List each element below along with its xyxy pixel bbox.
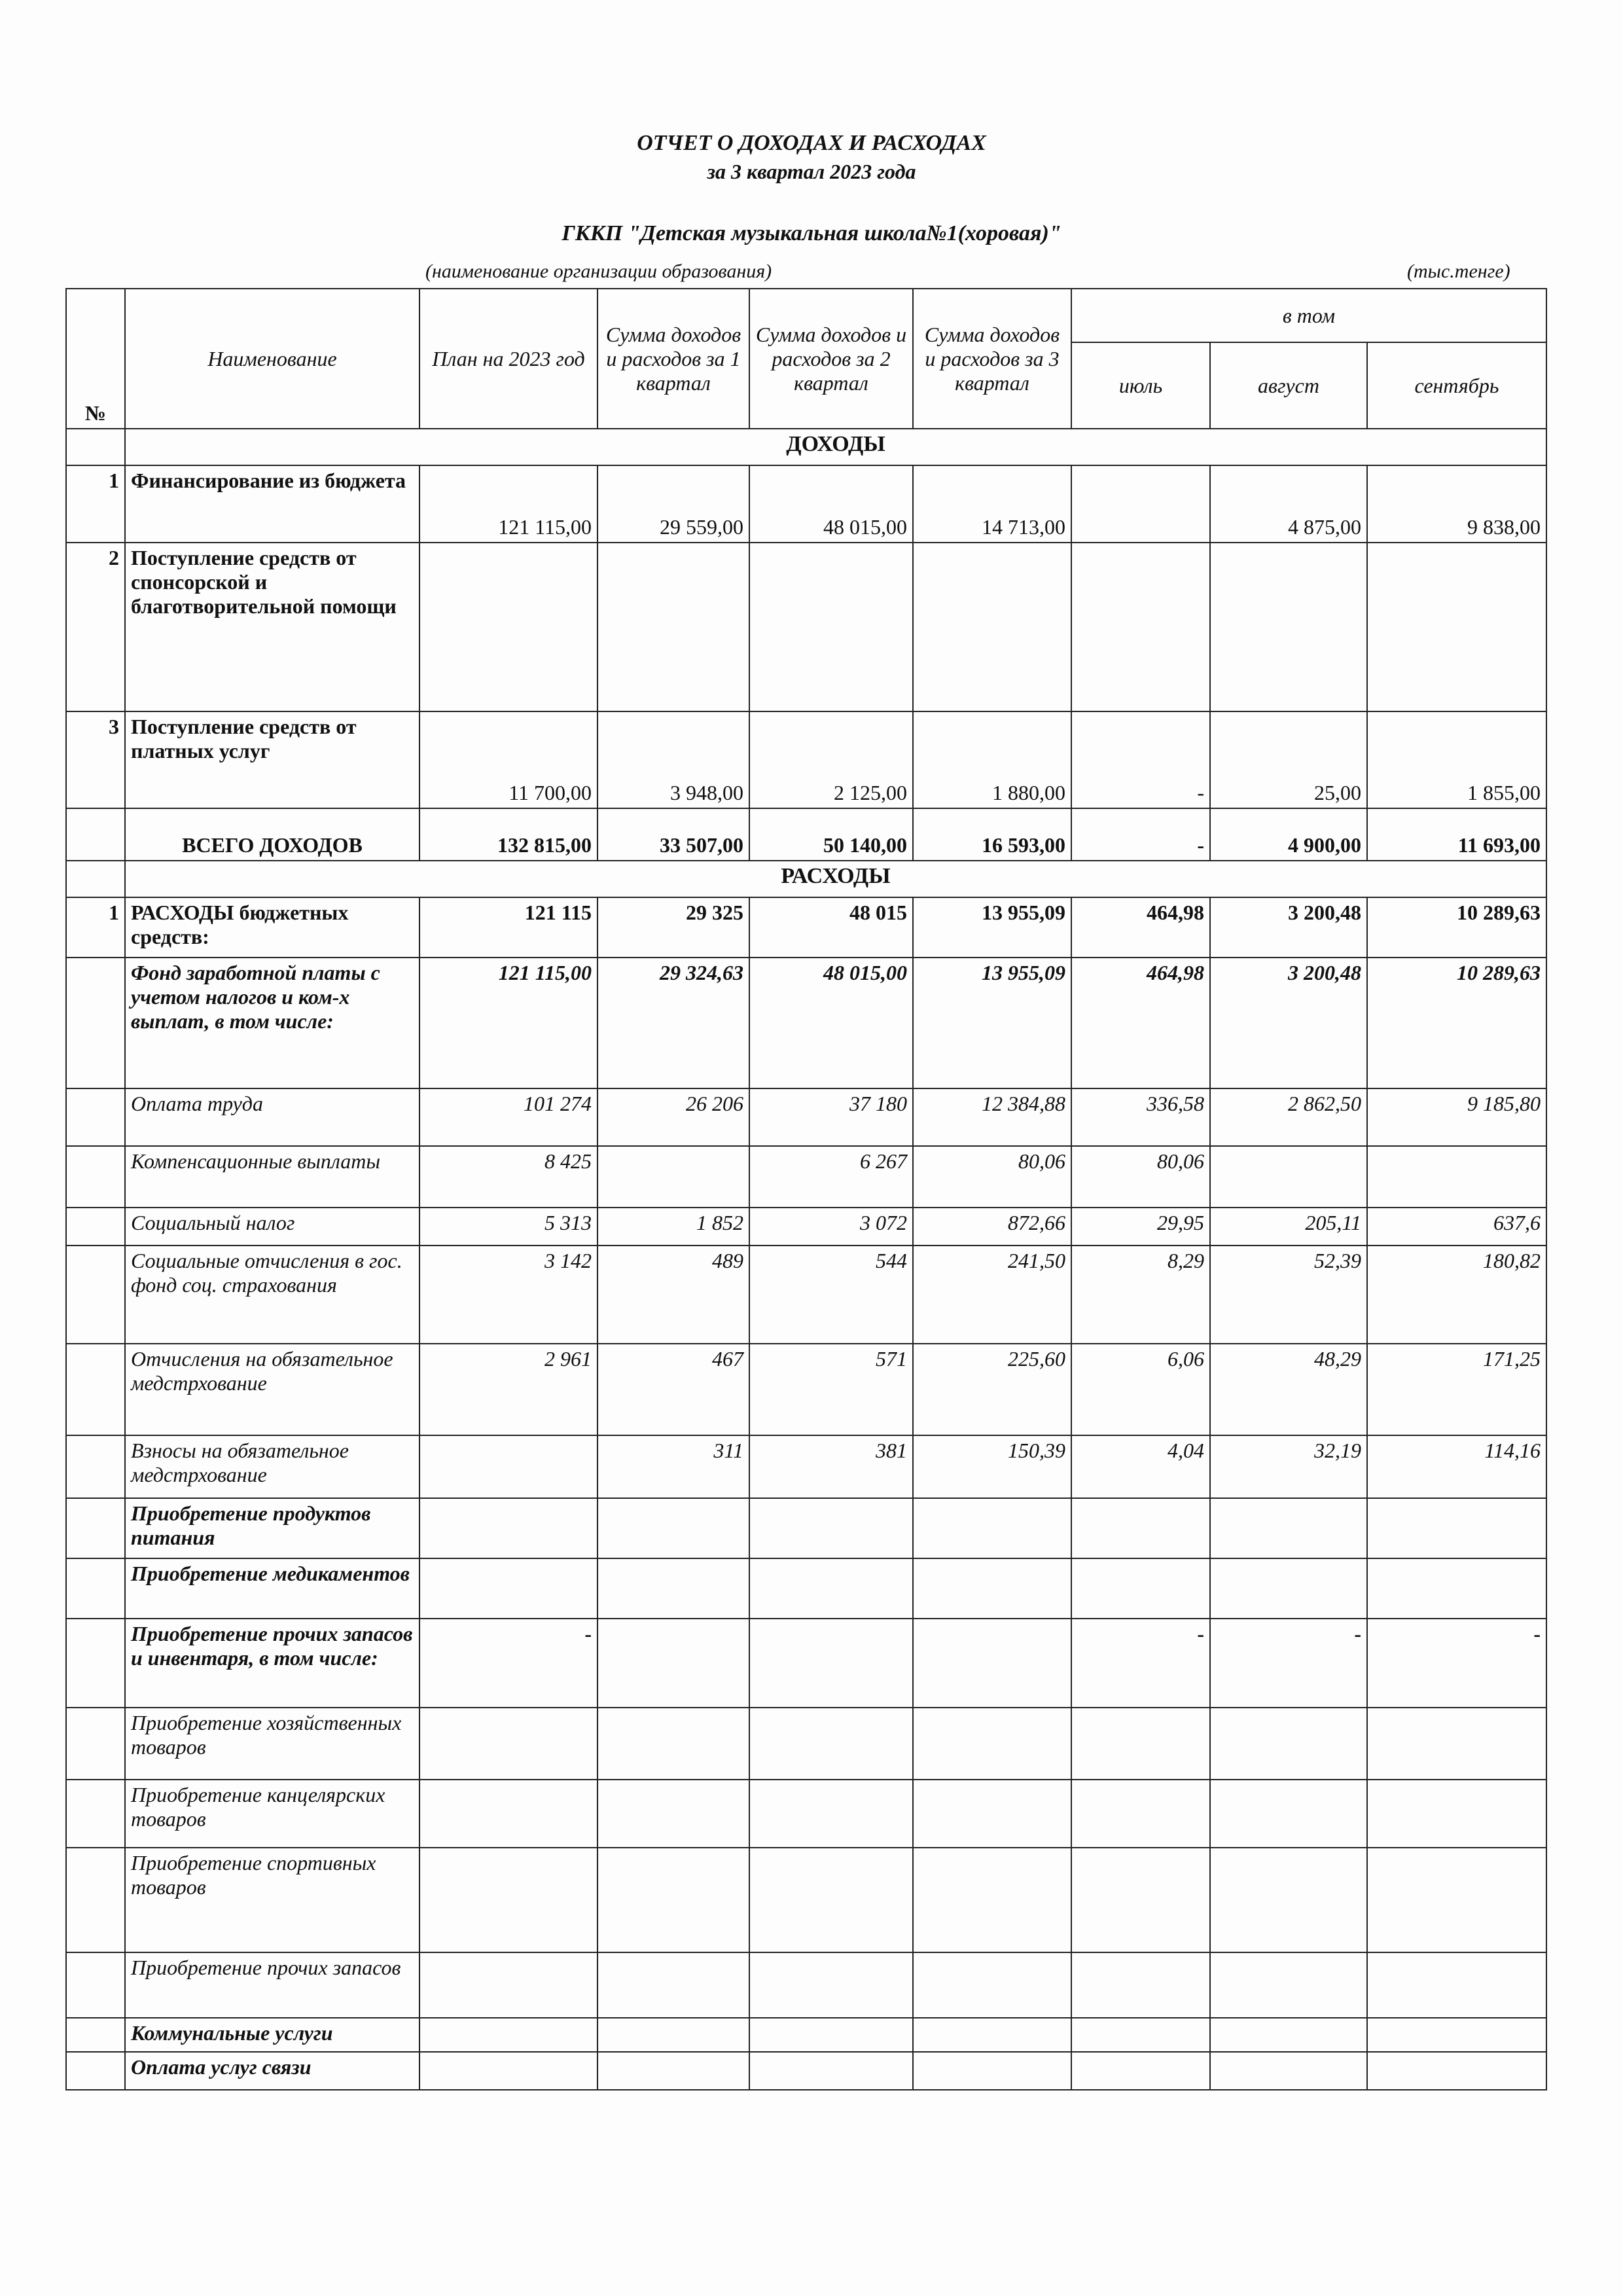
cell-q1: 311 bbox=[597, 1435, 749, 1498]
cell-m2 bbox=[1210, 2018, 1367, 2052]
col-header-q1: Сумма доходов и расходов за 1 квартал bbox=[597, 289, 749, 429]
table-row bbox=[66, 1208, 1546, 1246]
cell-m3 bbox=[1367, 2052, 1546, 2090]
cell-q2 bbox=[749, 1498, 913, 1558]
cell-q1: 1 852 bbox=[597, 1208, 749, 1246]
cell-q2: 48 015 bbox=[749, 897, 913, 958]
cell-q1: 26 206 bbox=[597, 1088, 749, 1146]
col-header-group: в том bbox=[1071, 289, 1546, 342]
cell-q3: 80,06 bbox=[913, 1146, 1071, 1208]
row-number: 1 bbox=[66, 465, 125, 543]
cell-m1 bbox=[1071, 2052, 1210, 2090]
total-q3: 16 593,00 bbox=[913, 808, 1071, 861]
row-name: Поступление средств от спонсорской и благотворительной помощи bbox=[125, 543, 419, 711]
cell-m2 bbox=[1210, 1146, 1367, 1208]
income-total-row bbox=[66, 808, 1546, 861]
cell-q3: 872,66 bbox=[913, 1208, 1071, 1246]
total-q2: 50 140,00 bbox=[749, 808, 913, 861]
cell-m3 bbox=[1367, 1708, 1546, 1780]
cell-m3: 171,25 bbox=[1367, 1344, 1546, 1435]
cell-q3 bbox=[913, 2052, 1071, 2090]
cell-plan bbox=[419, 1848, 597, 1952]
cell-m1 bbox=[1071, 1780, 1210, 1848]
cell-q2 bbox=[749, 1619, 913, 1708]
cell-m2 bbox=[1210, 1780, 1367, 1848]
cell-q1: 3 948,00 bbox=[597, 711, 749, 808]
cell-q3: 13 955,09 bbox=[913, 958, 1071, 1088]
cell-q3 bbox=[913, 1498, 1071, 1558]
cell-m3 bbox=[1367, 1780, 1546, 1848]
cell-q1 bbox=[597, 543, 749, 711]
row-number: 2 bbox=[66, 543, 125, 711]
cell-m1: - bbox=[1071, 1619, 1210, 1708]
col-header-q3: Сумма доходов и расходов за 3 квартал bbox=[913, 289, 1071, 429]
expenses-section-title: РАСХОДЫ bbox=[125, 861, 1546, 897]
cell-m1 bbox=[1071, 1848, 1210, 1952]
table-row bbox=[66, 2052, 1546, 2090]
row-name: Социальный налог bbox=[125, 1208, 419, 1246]
table-row bbox=[66, 1952, 1546, 2018]
cell-m2: 32,19 bbox=[1210, 1435, 1367, 1498]
cell-q3: 14 713,00 bbox=[913, 465, 1071, 543]
cell-q2 bbox=[749, 1952, 913, 2018]
cell-m3 bbox=[1367, 2018, 1546, 2052]
cell-m2 bbox=[1210, 1848, 1367, 1952]
row-name: Фонд заработной платы с учетом налогов и ком-х выплат, в том числе: bbox=[125, 958, 419, 1088]
cell-m2: 2 862,50 bbox=[1210, 1088, 1367, 1146]
total-m3: 11 693,00 bbox=[1367, 808, 1546, 861]
row-name: Компенсационные выплаты bbox=[125, 1146, 419, 1208]
cell-q1 bbox=[597, 1146, 749, 1208]
cell-m1: 29,95 bbox=[1071, 1208, 1210, 1246]
row-number: 1 bbox=[66, 897, 125, 958]
row-number bbox=[66, 1708, 125, 1780]
cell-m3: 10 289,63 bbox=[1367, 958, 1546, 1088]
table-row bbox=[66, 1344, 1546, 1435]
cell-m2 bbox=[1210, 1498, 1367, 1558]
row-name: Взносы на обязательное медстрхование bbox=[125, 1435, 419, 1498]
row-number bbox=[66, 1848, 125, 1952]
cell-q1 bbox=[597, 1848, 749, 1952]
cell-q1 bbox=[597, 1498, 749, 1558]
cell-m3: - bbox=[1367, 1619, 1546, 1708]
row-number bbox=[66, 1246, 125, 1344]
row-name: РАСХОДЫ бюджетных средств: bbox=[125, 897, 419, 958]
cell-q1 bbox=[597, 1619, 749, 1708]
col-header-name: Наименование bbox=[125, 289, 419, 429]
cell-m1: 336,58 bbox=[1071, 1088, 1210, 1146]
total-num-cell bbox=[66, 808, 125, 861]
cell-m3: 180,82 bbox=[1367, 1246, 1546, 1344]
income-total-label: ВСЕГО ДОХОДОВ bbox=[125, 808, 419, 861]
cell-m1: - bbox=[1071, 711, 1210, 808]
table-row bbox=[66, 1780, 1546, 1848]
cell-q3 bbox=[913, 1952, 1071, 2018]
cell-q2: 37 180 bbox=[749, 1088, 913, 1146]
row-name: Приобретение продуктов питания bbox=[125, 1498, 419, 1558]
cell-m2 bbox=[1210, 1952, 1367, 2018]
row-number bbox=[66, 1619, 125, 1708]
row-number bbox=[66, 958, 125, 1088]
total-plan: 132 815,00 bbox=[419, 808, 597, 861]
cell-q3: 241,50 bbox=[913, 1246, 1071, 1344]
table-row bbox=[66, 543, 1546, 711]
cell-q2: 3 072 bbox=[749, 1208, 913, 1246]
cell-q1: 467 bbox=[597, 1344, 749, 1435]
cell-m1: 8,29 bbox=[1071, 1246, 1210, 1344]
total-m2: 4 900,00 bbox=[1210, 808, 1367, 861]
cell-plan: 121 115 bbox=[419, 897, 597, 958]
cell-q3 bbox=[913, 543, 1071, 711]
table-row bbox=[66, 2018, 1546, 2052]
row-number bbox=[66, 1208, 125, 1246]
table-row bbox=[66, 1619, 1546, 1708]
row-number bbox=[66, 1088, 125, 1146]
cell-m1 bbox=[1071, 543, 1210, 711]
table-row bbox=[66, 1558, 1546, 1619]
cell-m3: 637,6 bbox=[1367, 1208, 1546, 1246]
row-number bbox=[66, 1498, 125, 1558]
table-row bbox=[66, 897, 1546, 958]
row-name: Приобретение прочих запасов bbox=[125, 1952, 419, 2018]
income-section-title-row bbox=[66, 429, 1546, 465]
income-section-title: ДОХОДЫ bbox=[125, 429, 1546, 465]
cell-m2 bbox=[1210, 543, 1367, 711]
cell-q1: 29 325 bbox=[597, 897, 749, 958]
cell-q2: 381 bbox=[749, 1435, 913, 1498]
cell-m2: 3 200,48 bbox=[1210, 897, 1367, 958]
table-row bbox=[66, 711, 1546, 808]
cell-q2: 48 015,00 bbox=[749, 465, 913, 543]
report-table bbox=[65, 288, 1547, 2090]
cell-q3 bbox=[913, 1780, 1071, 1848]
cell-m3 bbox=[1367, 543, 1546, 711]
table-row bbox=[66, 1246, 1546, 1344]
col-header-plan: План на 2023 год bbox=[419, 289, 597, 429]
cell-plan bbox=[419, 2018, 597, 2052]
cell-q1 bbox=[597, 1780, 749, 1848]
total-q1: 33 507,00 bbox=[597, 808, 749, 861]
cell-m3 bbox=[1367, 1498, 1546, 1558]
table-row bbox=[66, 1708, 1546, 1780]
cell-plan: 8 425 bbox=[419, 1146, 597, 1208]
cell-q1 bbox=[597, 1952, 749, 2018]
row-name: Отчисления на обязательное медстрхование bbox=[125, 1344, 419, 1435]
table-row bbox=[66, 1088, 1546, 1146]
row-name: Коммунальные услуги bbox=[125, 2018, 419, 2052]
cell-q2 bbox=[749, 1848, 913, 1952]
cell-q3 bbox=[913, 1558, 1071, 1619]
cell-m2: 3 200,48 bbox=[1210, 958, 1367, 1088]
cell-q3: 150,39 bbox=[913, 1435, 1071, 1498]
cell-m1 bbox=[1071, 1708, 1210, 1780]
cell-m1 bbox=[1071, 1498, 1210, 1558]
row-name: Финансирование из бюджета bbox=[125, 465, 419, 543]
cell-plan: - bbox=[419, 1619, 597, 1708]
cell-plan bbox=[419, 1708, 597, 1780]
row-name: Приобретение канцелярских товаров bbox=[125, 1780, 419, 1848]
cell-q2 bbox=[749, 2052, 913, 2090]
cell-q1 bbox=[597, 2018, 749, 2052]
col-header-q2: Сумма доходов и расходов за 2 квартал bbox=[749, 289, 913, 429]
cell-q1: 29 324,63 bbox=[597, 958, 749, 1088]
row-name: Социальные отчисления в гос. фонд соц. страхования bbox=[125, 1246, 419, 1344]
cell-q2 bbox=[749, 1780, 913, 1848]
cell-q3: 13 955,09 bbox=[913, 897, 1071, 958]
cell-q2: 544 bbox=[749, 1246, 913, 1344]
cell-m2 bbox=[1210, 2052, 1367, 2090]
cell-q2 bbox=[749, 1558, 913, 1619]
cell-q2: 6 267 bbox=[749, 1146, 913, 1208]
cell-m2: 48,29 bbox=[1210, 1344, 1367, 1435]
total-m1: - bbox=[1071, 808, 1210, 861]
cell-m3 bbox=[1367, 1952, 1546, 2018]
cell-m3: 1 855,00 bbox=[1367, 711, 1546, 808]
cell-m1: 464,98 bbox=[1071, 897, 1210, 958]
cell-q2 bbox=[749, 1708, 913, 1780]
row-name: Приобретение хозяйственных товаров bbox=[125, 1708, 419, 1780]
cell-m2: 25,00 bbox=[1210, 711, 1367, 808]
cell-m1 bbox=[1071, 2018, 1210, 2052]
cell-q1 bbox=[597, 1708, 749, 1780]
row-number bbox=[66, 2018, 125, 2052]
cell-q3 bbox=[913, 1708, 1071, 1780]
cell-m3: 114,16 bbox=[1367, 1435, 1546, 1498]
cell-plan bbox=[419, 1558, 597, 1619]
report-period: за 3 квартал 2023 года bbox=[707, 160, 916, 183]
cell-m2: 205,11 bbox=[1210, 1208, 1367, 1246]
cell-m3: 9 838,00 bbox=[1367, 465, 1546, 543]
cell-m1: 80,06 bbox=[1071, 1146, 1210, 1208]
cell-q1 bbox=[597, 2052, 749, 2090]
cell-q3: 1 880,00 bbox=[913, 711, 1071, 808]
cell-q3: 225,60 bbox=[913, 1344, 1071, 1435]
cell-plan bbox=[419, 1435, 597, 1498]
cell-plan: 121 115,00 bbox=[419, 958, 597, 1088]
cell-plan bbox=[419, 2052, 597, 2090]
cell-q2: 571 bbox=[749, 1344, 913, 1435]
col-header-july: июль bbox=[1071, 342, 1210, 429]
row-number: 3 bbox=[66, 711, 125, 808]
section-num-cell bbox=[66, 861, 125, 897]
cell-plan: 3 142 bbox=[419, 1246, 597, 1344]
cell-m2 bbox=[1210, 1708, 1367, 1780]
cell-m1 bbox=[1071, 1558, 1210, 1619]
cell-m2: 52,39 bbox=[1210, 1246, 1367, 1344]
row-name: Оплата труда bbox=[125, 1088, 419, 1146]
cell-m3 bbox=[1367, 1146, 1546, 1208]
cell-q2: 48 015,00 bbox=[749, 958, 913, 1088]
cell-q3: 12 384,88 bbox=[913, 1088, 1071, 1146]
row-number bbox=[66, 2052, 125, 2090]
cell-plan bbox=[419, 1498, 597, 1558]
cell-m1: 464,98 bbox=[1071, 958, 1210, 1088]
col-header-num: № bbox=[66, 289, 125, 429]
row-number bbox=[66, 1558, 125, 1619]
col-header-september: сентябрь bbox=[1367, 342, 1546, 429]
cell-q1: 29 559,00 bbox=[597, 465, 749, 543]
table-row bbox=[66, 1146, 1546, 1208]
organization-name: ГККП "Детская музыкальная школа№1(хоровая)" bbox=[562, 221, 1061, 245]
row-number bbox=[66, 1780, 125, 1848]
organization-caption: (наименование организации образования) bbox=[425, 260, 772, 282]
units-caption: (тыс.тенге) bbox=[1407, 260, 1510, 282]
cell-plan: 121 115,00 bbox=[419, 465, 597, 543]
cell-q2 bbox=[749, 2018, 913, 2052]
cell-m3 bbox=[1367, 1558, 1546, 1619]
report-title: ОТЧЕТ О ДОХОДАХ И РАСХОДАХ bbox=[637, 131, 986, 155]
row-name: Приобретение медикаментов bbox=[125, 1558, 419, 1619]
section-num-cell bbox=[66, 429, 125, 465]
cell-m3: 9 185,80 bbox=[1367, 1088, 1546, 1146]
expenses-section-title-row bbox=[66, 861, 1546, 897]
cell-plan: 2 961 bbox=[419, 1344, 597, 1435]
table-row bbox=[66, 1498, 1546, 1558]
row-number bbox=[66, 1146, 125, 1208]
table-row bbox=[66, 465, 1546, 543]
row-name: Оплата услуг связи bbox=[125, 2052, 419, 2090]
cell-q3 bbox=[913, 1619, 1071, 1708]
cell-q2 bbox=[749, 543, 913, 711]
cell-q1 bbox=[597, 1558, 749, 1619]
col-header-august: август bbox=[1210, 342, 1367, 429]
cell-m2: - bbox=[1210, 1619, 1367, 1708]
cell-m1 bbox=[1071, 1952, 1210, 2018]
row-name: Поступление средств от платных услуг bbox=[125, 711, 419, 808]
cell-plan: 5 313 bbox=[419, 1208, 597, 1246]
row-name: Приобретение прочих запасов и инвентаря, в том числе: bbox=[125, 1619, 419, 1708]
cell-m3: 10 289,63 bbox=[1367, 897, 1546, 958]
cell-q1: 489 bbox=[597, 1246, 749, 1344]
cell-m3 bbox=[1367, 1848, 1546, 1952]
cell-q3 bbox=[913, 2018, 1071, 2052]
cell-plan bbox=[419, 543, 597, 711]
row-number bbox=[66, 1952, 125, 2018]
cell-q2: 2 125,00 bbox=[749, 711, 913, 808]
table-row bbox=[66, 958, 1546, 1088]
cell-plan: 11 700,00 bbox=[419, 711, 597, 808]
row-number bbox=[66, 1435, 125, 1498]
cell-plan bbox=[419, 1780, 597, 1848]
cell-m2: 4 875,00 bbox=[1210, 465, 1367, 543]
cell-q3 bbox=[913, 1848, 1071, 1952]
cell-m1: 4,04 bbox=[1071, 1435, 1210, 1498]
cell-m1 bbox=[1071, 465, 1210, 543]
cell-plan: 101 274 bbox=[419, 1088, 597, 1146]
cell-m1: 6,06 bbox=[1071, 1344, 1210, 1435]
table-row bbox=[66, 1848, 1546, 1952]
table-row bbox=[66, 1435, 1546, 1498]
cell-m2 bbox=[1210, 1558, 1367, 1619]
row-name: Приобретение спортивных товаров bbox=[125, 1848, 419, 1952]
row-number bbox=[66, 1344, 125, 1435]
cell-plan bbox=[419, 1952, 597, 2018]
